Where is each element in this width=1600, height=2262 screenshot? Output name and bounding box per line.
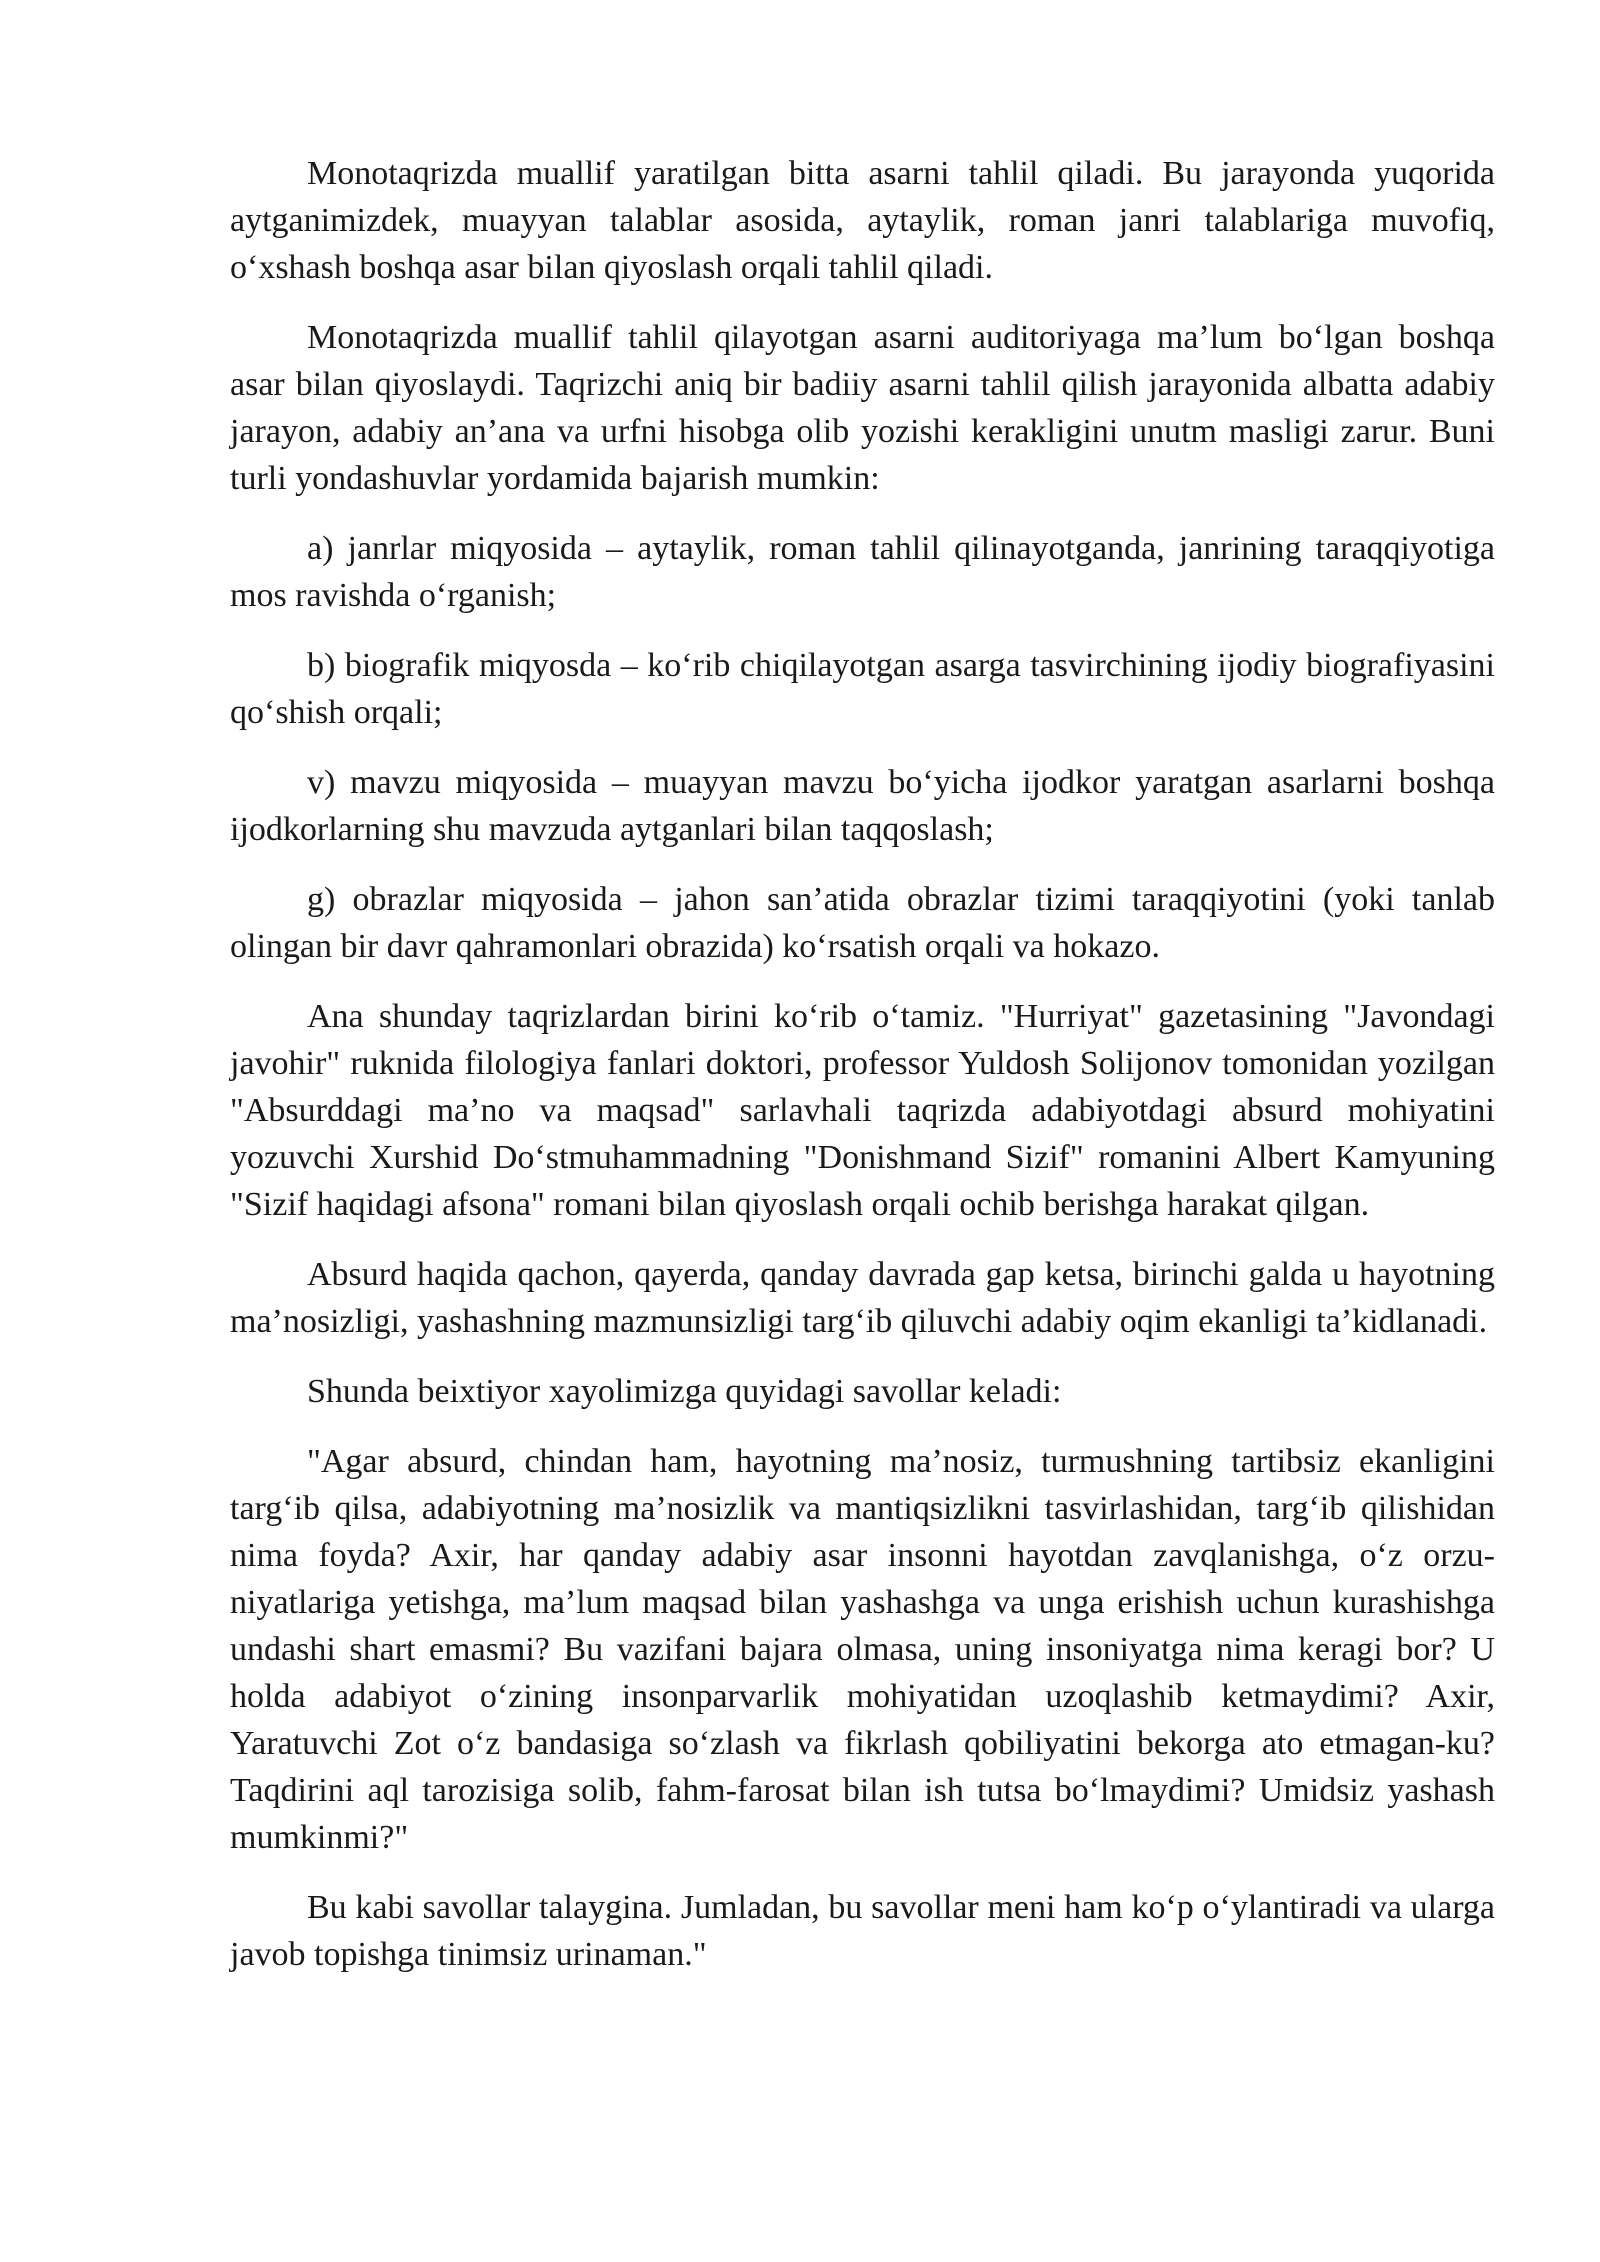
paragraph-monotaqriz-comparison: Monotaqrizda muallif tahlil qilayotgan asarni auditoriyaga ma’lum bo‘lgan boshqa asar bilan qiyoslaydi. Taqrizchi aniq bir badiiy asarni tahlil qilish jarayonida albatta adabiy jarayon, adabiy an’ana va urfni hisobga olib yozishi kerakligini unutm masligi zarur. Buni turli yondashuvlar yordamida bajarish mumkin: bbox=[230, 319, 1495, 497]
paragraph-monotaqriz-definition: Monotaqrizda muallif yaratilgan bitta asarni tahlil qiladi. Bu jarayonda yuqorida aytganimizdek, muayyan talablar asosida, aytaylik, roman janri talablariga muvofiq, o‘xshash boshqa asar bilan qiyoslash orqali tahlil qiladi. bbox=[230, 155, 1495, 286]
list-item-g-images: g) obrazlar miqyosida – jahon san’atida obrazlar tizimi taraqqiyotini (yoki tanlab olingan bir davr qahramonlari obrazida) ko‘rsatish orqali va hokazo. bbox=[230, 881, 1495, 965]
paragraph-quote-closing: Bu kabi savollar talaygina. Jumladan, bu savollar meni ham ko‘p o‘ylantiradi va ularga javob topishga tinimsiz urinaman." bbox=[230, 1889, 1495, 1973]
paragraph-quote-questions: "Agar absurd, chindan ham, hayotning ma’nosiz, turmushning tartibsiz ekanligini targ‘ib qilsa, adabiyotning ma’nosizlik va mantiqsizlikni tasvirlashidan, targ‘ib qilishidan nima foyda? Axir, har qanday adabiy asar insonni hayotdan zavqlanishga, o‘z orzu-niyatlariga yetishga, ma’lum maqsad bilan yashashga va unga erishish uchun kurashishga undashi shart emasmi? Bu vazifani bajara olmasa, uning insoniyatga nima keragi bor? U holda adabiyot o‘zining insonparvarlik mohiyatidan uzoqlashib ketmaydimi? Axir, Yaratuvchi Zot o‘z bandasiga so‘zlash va fikrlash qobiliyatini bekorga ato etmagan-ku? Taqdirini aql tarozisiga solib, fahm-farosat bilan ish tutsa bo‘lmaydimi? Umidsiz yashash mumkinmi?" bbox=[230, 1443, 1495, 1856]
paragraph-questions-intro: Shunda beixtiyor xayolimizga quyidagi savollar keladi: bbox=[307, 1373, 1062, 1410]
list-item-b-biographic: b) biografik miqyosda – ko‘rib chiqilayotgan asarga tasvirchining ijodiy biografiyasini qo‘shish orqali; bbox=[230, 647, 1495, 731]
paragraph-absurd-definition: Absurd haqida qachon, qayerda, qanday davrada gap ketsa, birinchi galda u hayotning ma’nosizligi, yashashning mazmunsizligi targ‘ib qiluvchi adabiy oqim ekanligi ta’kidlanadi. bbox=[230, 1256, 1495, 1340]
document-page bbox=[230, 150, 1495, 2001]
paragraph-review-example: Ana shunday taqrizlardan birini ko‘rib o‘tamiz. "Hurriyat" gazetasining "Javondagi javohir" ruknida filologiya fanlari doktori, professor Yuldosh Solijonov tomonidan yozilgan "Absurddagi ma’no va maqsad" sarlavhali taqrizda adabiyotdagi absurd mohiyatini yozuvchi Xurshid Do‘stmuhammadning "Donishmand Sizif" romanini Albert Kamyuning "Sizif haqidagi afsona" romani bilan qiyoslash orqali ochib berishga harakat qilgan. bbox=[230, 998, 1495, 1223]
list-item-a-genre: a) janrlar miqyosida – aytaylik, roman tahlil qilinayotganda, janrining taraqqiyotiga mos ravishda o‘rganish; bbox=[230, 530, 1495, 614]
list-item-v-theme: v) mavzu miqyosida – muayyan mavzu bo‘yicha ijodkor yaratgan asarlarni boshqa ijodkorlarning shu mavzuda aytganlari bilan taqqoslash; bbox=[230, 764, 1495, 848]
